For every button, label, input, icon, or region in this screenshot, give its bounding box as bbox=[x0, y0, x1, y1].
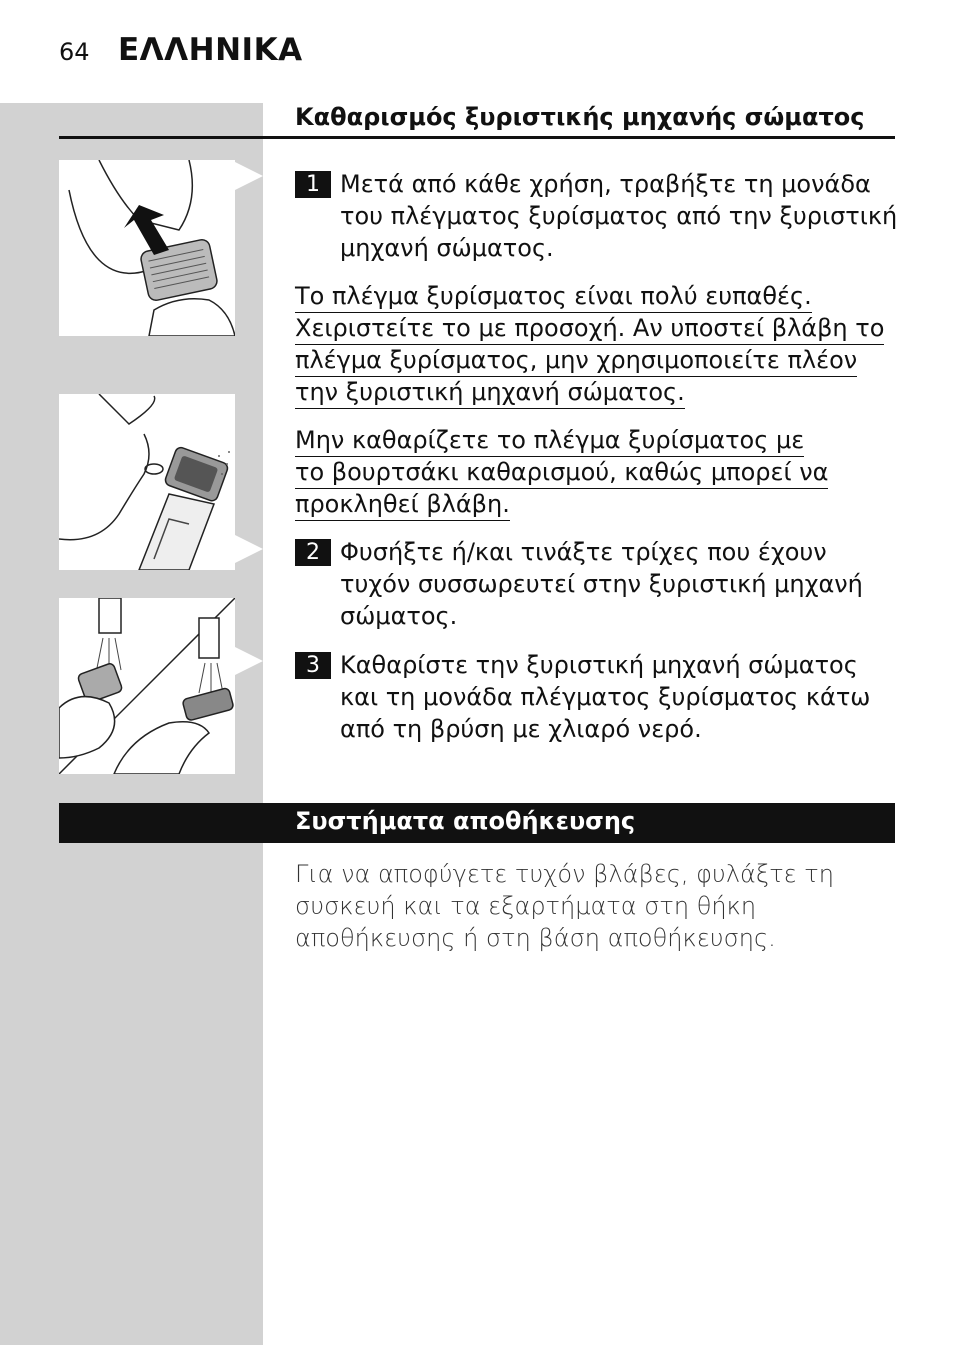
figure-pointer-3 bbox=[235, 647, 263, 675]
step-text: Φυσήξτε ή/και τινάξτε τρίχες που έχουν τυχόν συσσωρευτεί στην ξυριστική μηχανή σώματος. bbox=[340, 538, 863, 630]
step-text: Καθαρίστε την ξυριστική μηχανή σώματος και τη μονάδα πλέγματος ξυρίσματος κάτω από τη βρύση με χλιαρό νερό. bbox=[340, 651, 871, 743]
warning-foil-fragile bbox=[295, 281, 900, 409]
storage-section-title: Συστήματα αποθήκευσης bbox=[295, 807, 636, 835]
figure-pointer-1 bbox=[235, 162, 263, 190]
figure-remove-foil-unit bbox=[59, 160, 235, 336]
cleaning-section-title: Καθαρισμός ξυριστικής μηχανής σώματος bbox=[295, 103, 865, 131]
rinse-tap-illustration bbox=[59, 598, 235, 774]
step-3 bbox=[295, 649, 900, 745]
warning-line: την ξυριστική μηχανή σώματος. bbox=[295, 377, 685, 409]
page-number: 64 bbox=[59, 38, 90, 66]
section-rule bbox=[59, 136, 895, 139]
warning-line: Μην καθαρίζετε το πλέγμα ξυρίσματος με bbox=[295, 425, 804, 457]
warning-line: Το πλέγμα ξυρίσματος είναι πολύ ευπαθές. bbox=[295, 281, 812, 313]
warning-line: πλέγμα ξυρίσματος, μην χρησιμοποιείτε πλέον bbox=[295, 345, 857, 377]
warning-line: προκληθεί βλάβη. bbox=[295, 489, 510, 521]
figure-rinse-under-tap bbox=[59, 598, 235, 774]
step-1 bbox=[295, 168, 900, 264]
figure-pointer-2 bbox=[235, 535, 263, 563]
page-language-heading: ΕΛΛΗΝΙΚΑ bbox=[118, 32, 303, 68]
figure-blow-hairs bbox=[59, 394, 235, 570]
step-text: Μετά από κάθε χρήση, τραβήξτε τη μονάδα του πλέγματος ξυρίσματος από την ξυριστική μηχανή σώματος. bbox=[340, 170, 898, 262]
warning-line: το βουρτσάκι καθαρισμού, καθώς μπορεί να bbox=[295, 457, 828, 489]
step-2 bbox=[295, 536, 900, 632]
step-number-badge: 2 bbox=[295, 539, 331, 566]
blow-hairs-illustration bbox=[59, 394, 235, 570]
remove-foil-illustration bbox=[59, 160, 235, 336]
warning-no-brush bbox=[295, 425, 900, 521]
storage-text: Για να αποφύγετε τυχόν βλάβες, φυλάξτε τη συσκευή και τα εξαρτήματα στη θήκη αποθήκευσης ή στη βάση αποθήκευσης. bbox=[295, 860, 834, 952]
step-number-badge: 3 bbox=[295, 652, 331, 679]
warning-line: Χειριστείτε το με προσοχή. Αν υποστεί βλάβη το bbox=[295, 313, 884, 345]
step-number-badge: 1 bbox=[295, 171, 331, 198]
